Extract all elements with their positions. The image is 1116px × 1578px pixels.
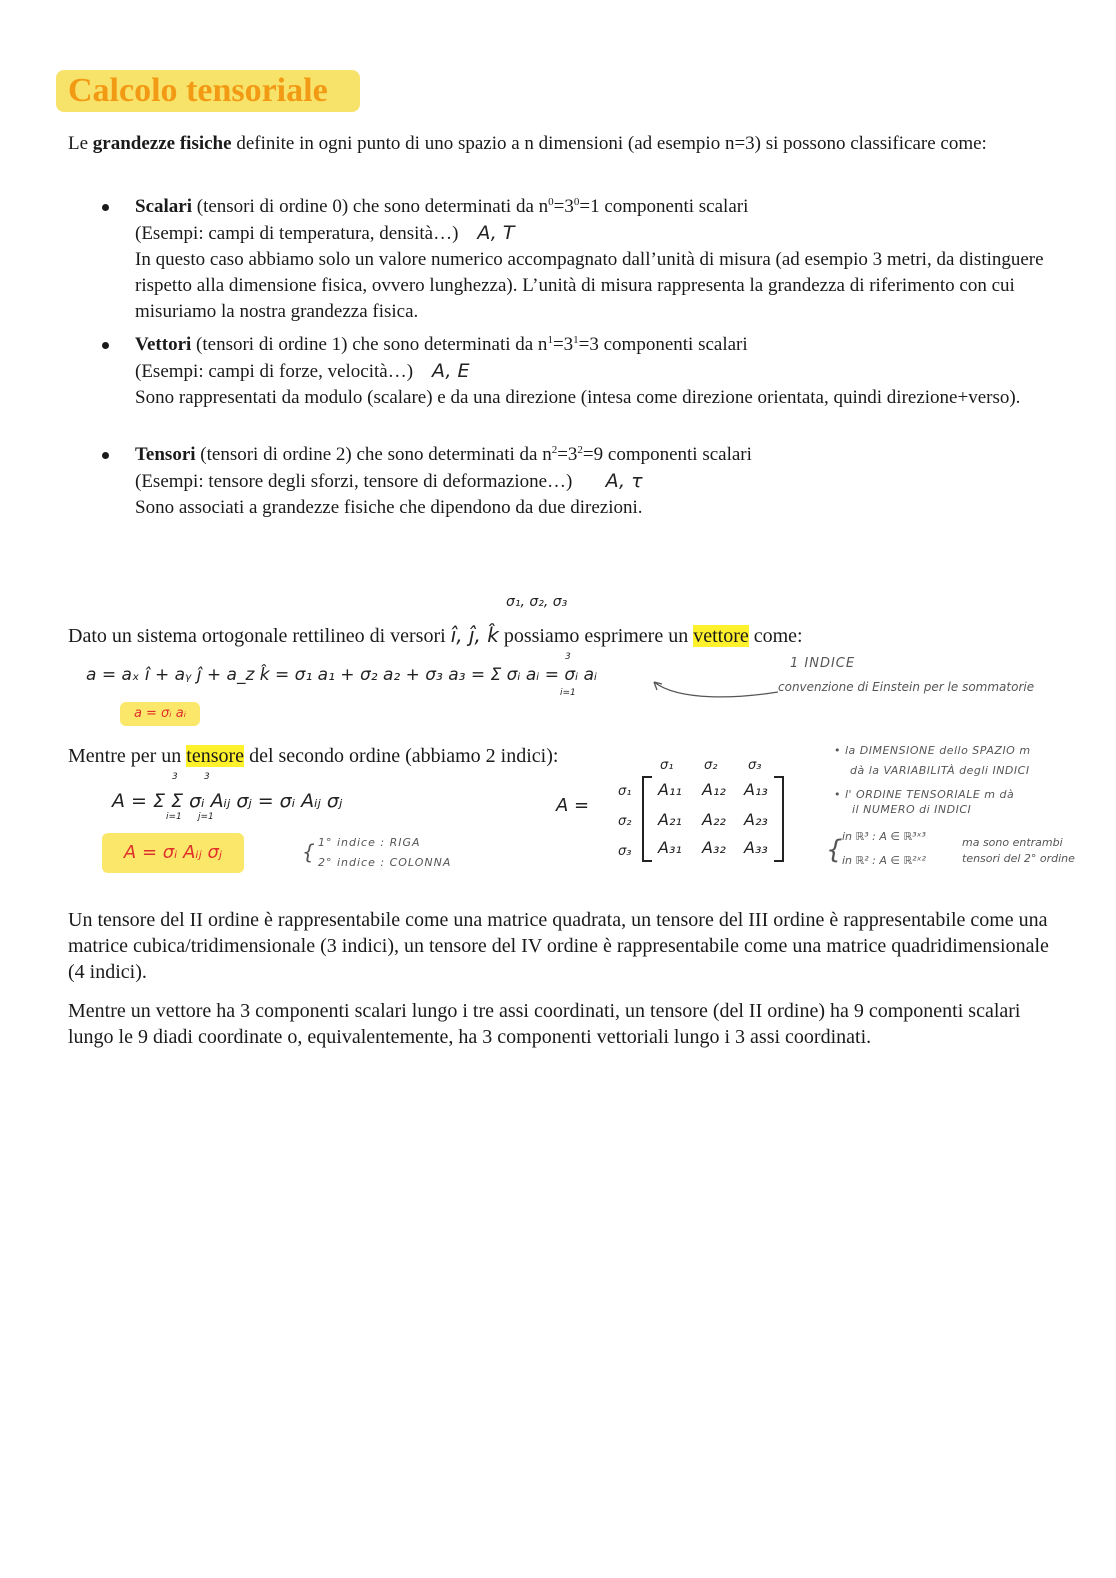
matrix-row-header: σ₃: [618, 844, 632, 859]
item-examples-text: (Esempi: campi di forze, velocità…): [135, 361, 414, 382]
brace-icon: {: [302, 840, 315, 864]
item-definition: [135, 194, 1045, 220]
item-symbols: A, E: [432, 360, 470, 382]
item-bold: Tensori: [135, 444, 196, 465]
index-note-1: 1° indice : RIGA: [318, 836, 421, 849]
tensor-pre: Mentre per un: [68, 745, 187, 767]
versori-sentence: [68, 622, 803, 649]
vector-sum-top: 3: [565, 652, 571, 662]
item-exp2: 2: [577, 444, 583, 456]
item-exp2: 1: [573, 334, 579, 346]
item-description: Sono associati a grandezze fisiche che dipendono da due direzioni.: [135, 497, 643, 518]
item-def-a: (tensori di ordine 0) che sono determinati da n: [192, 196, 549, 217]
vector-sum-bottom: i=1: [560, 688, 576, 698]
item-def-a: (tensori di ordine 1) che sono determinati da n: [191, 334, 548, 355]
item-symbols: A, T: [477, 222, 515, 244]
page-title: Calcolo tensoriale: [68, 72, 328, 109]
item-exp2: 0: [573, 196, 580, 208]
bullet-icon: [102, 204, 109, 211]
tensor-sum-top-2: 3: [204, 772, 210, 782]
matrix-col-header: σ₃: [748, 758, 762, 773]
arrow-icon: [640, 672, 780, 706]
bullet-icon: [102, 452, 109, 459]
item-examples: [135, 220, 1045, 247]
tensor-sentence: [68, 743, 558, 769]
side-note-r3: in ℝ³ : A ∈ ℝ³ˣ³: [842, 830, 926, 843]
tensor-post: del secondo ordine (abbiamo 2 indici):: [244, 745, 559, 767]
matrix-cell: A₁₃: [744, 780, 768, 799]
vector-note-sub: convenzione di Einstein per le sommatorie: [778, 680, 1035, 694]
versori-pre: Dato un sistema ortogonale rettilineo di versori: [68, 625, 451, 647]
item-definition: [135, 442, 1045, 468]
matrix-cell: A₂₃: [744, 810, 768, 829]
list-item-scalari: [135, 194, 1045, 325]
tensor-sum-bottom-2: j=1: [198, 812, 214, 822]
versori-post: come:: [748, 625, 803, 647]
matrix-cell: A₁₁: [658, 780, 682, 799]
paragraph-matrix-orders: Un tensore del II ordine è rappresentabile come una matrice quadrata, un tensore del III ordine è rappresentabile come una matrice cubica/tridimensionale (3 indici), un tensore del IV ordine è rappresentabile come una matrice quadridimensionale (4 indici).: [68, 909, 1049, 983]
item-exp1: 2: [551, 444, 558, 456]
item-symbols: A, τ: [605, 470, 643, 492]
matrix-col-header: σ₂: [704, 758, 718, 773]
matrix-right-bracket: [774, 776, 784, 862]
side-note-r2: in ℝ² : A ∈ ℝ²ˣ²: [842, 854, 926, 867]
item-examples-text: (Esempi: campi di temperatura, densità…): [135, 223, 459, 244]
item-exp1: 1: [547, 334, 553, 346]
side-note-2b: il NUMERO di INDICI: [852, 803, 972, 816]
matrix-cell: A₃₃: [744, 838, 768, 857]
vector-boxed-formula: a = σᵢ aᵢ: [120, 702, 200, 726]
matrix-cell: A₃₂: [702, 838, 726, 857]
list-item-tensori: [135, 442, 1045, 521]
side-note-both-a: ma sono entrambi: [962, 836, 1063, 849]
intro-pre: Le: [68, 133, 93, 154]
item-description: In questo caso abbiamo solo un valore numerico accompagnato dall’unità di misura (ad esempio 3 metri, da distinguere rispetto alla dimensione fisica, ovvero lunghezza). L’unità di misura rappresenta la grandezza di riferimento con cui misuriamo la nostra grandezza fisica.: [135, 249, 1044, 322]
side-note-2a: • l' ORDINE TENSORIALE m dà: [834, 788, 1015, 801]
matrix-row-header: σ₂: [618, 814, 632, 829]
item-description: Sono rappresentati da modulo (scalare) e da una direzione (intesa come direzione orientata, quindi direzione+verso).: [135, 387, 1021, 408]
item-examples-text: (Esempi: tensore degli sforzi, tensore di deformazione…): [135, 471, 573, 492]
item-definition: [135, 332, 1045, 358]
item-def-c: =9 componenti scalari: [582, 444, 752, 465]
bullet-icon: [102, 342, 109, 349]
intro-bold: grandezze fisiche: [92, 133, 232, 154]
versori-symbols: î, ĵ, k̂: [450, 623, 499, 647]
intro-paragraph: [68, 131, 1058, 157]
vettore-highlight: vettore: [693, 625, 749, 647]
tensore-highlight: tensore: [186, 745, 245, 767]
tensor-boxed-formula: A = σᵢ Aᵢⱼ σⱼ: [102, 833, 244, 873]
item-def-c: =3 componenti scalari: [578, 334, 748, 355]
tensor-sum-top-1: 3: [172, 772, 178, 782]
versori-annotation: σ₁, σ₂, σ₃: [506, 594, 568, 610]
tensor-equation: A = Σ Σ σᵢ Aᵢⱼ σⱼ = σᵢ Aᵢⱼ σⱼ: [112, 790, 343, 812]
side-note-both-b: tensori del 2° ordine: [962, 852, 1075, 865]
item-examples: [135, 468, 1045, 495]
matrix-cell: A₂₂: [702, 810, 726, 829]
matrix-left-bracket: [642, 776, 652, 862]
item-bold: Scalari: [135, 196, 192, 217]
index-note-2: 2° indice : COLONNA: [318, 856, 452, 869]
intro-post: definite in ogni punto di uno spazio a n dimensioni (ad esempio n=3) si possono classificare come:: [231, 133, 987, 154]
list-item-vettori: [135, 332, 1045, 411]
side-note-1a: • la DIMENSIONE dello SPAZIO m: [834, 744, 1031, 757]
vector-note-title: 1 INDICE: [790, 656, 856, 671]
item-def-b: =3: [553, 196, 574, 217]
tensor-sum-bottom-1: i=1: [166, 812, 182, 822]
matrix-lhs: A =: [556, 795, 590, 816]
brace-icon: {: [826, 835, 843, 865]
vector-equation: a = aₓ î + aᵧ ĵ + a_z k̂ = σ₁ a₁ + σ₂ a₂ + σ₃ a₃ = Σ σᵢ aᵢ = σᵢ aᵢ: [86, 665, 598, 685]
item-def-b: =3: [552, 334, 574, 355]
side-note-1b: dà la VARIABILITÀ degli INDICI: [850, 764, 1030, 777]
item-examples: [135, 358, 1045, 385]
item-def-c: =1 componenti scalari: [579, 196, 749, 217]
item-exp1: 0: [548, 196, 554, 208]
matrix-col-header: σ₁: [660, 758, 674, 773]
matrix-cell: A₂₁: [658, 810, 682, 829]
item-def-a: (tensori di ordine 2) che sono determinati da n: [195, 444, 552, 465]
matrix-cell: A₁₂: [702, 780, 726, 799]
matrix-row-header: σ₁: [618, 784, 632, 799]
item-def-b: =3: [557, 444, 578, 465]
matrix-cell: A₃₁: [658, 838, 682, 857]
paragraph-components: Mentre un vettore ha 3 componenti scalari lungo i tre assi coordinati, un tensore (del II ordine) ha 9 componenti scalari lungo le 9 diadi coordinate o, equivalentemente, ha 3 componenti vettoriali lungo i 3 assi coordinati.: [68, 1000, 1021, 1048]
item-bold: Vettori: [135, 334, 192, 355]
versori-mid: possiamo esprimere un: [498, 625, 694, 647]
